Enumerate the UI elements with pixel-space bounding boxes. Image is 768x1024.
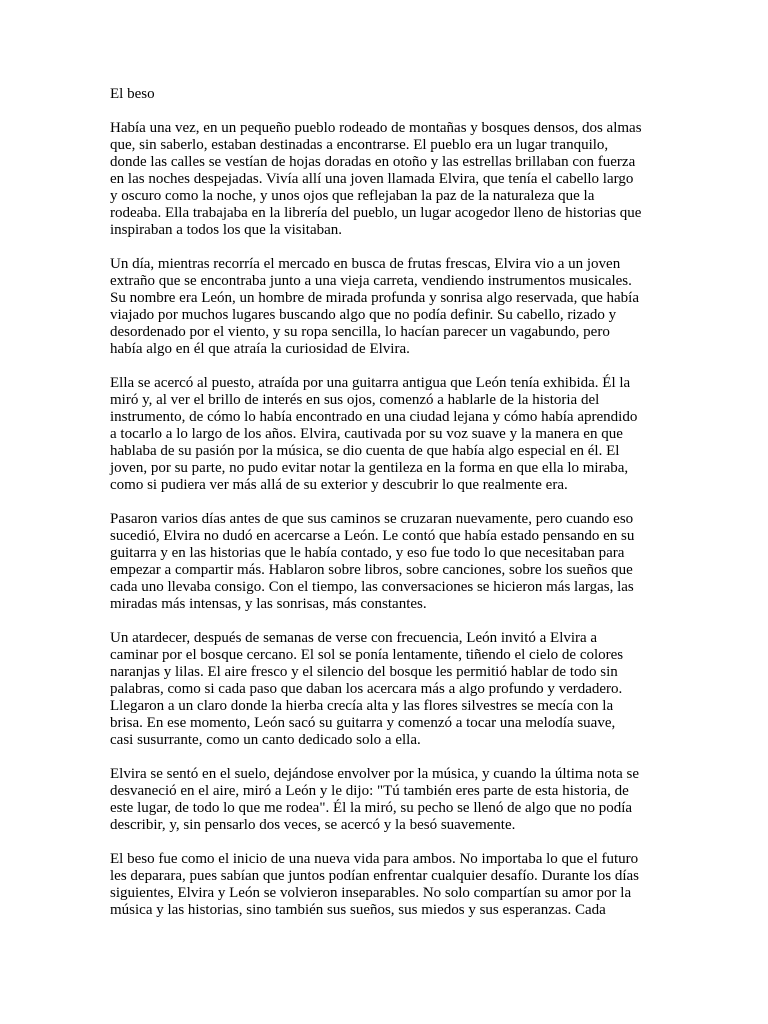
paragraph-6: Elvira se sentó en el suelo, dejándose envolver por la música, y cuando la última nota se desvaneció en el aire, miró a León y le dijo: "Tú también eres parte de esta historia, de este lugar, de todo lo que me rodea". Él la miró, su pecho se llenó de algo que no podía describir, y, sin pensarlo dos veces, se acercó y la besó suavemente. [110,766,640,833]
document-title: El beso [110,86,155,102]
paragraph-4: Pasaron varios días antes de que sus caminos se cruzaran nuevamente, pero cuando eso sucedió, Elvira no dudó en acercarse a León. Le contó que había estado pensando en su guitarra y en las historias que le había contado, y eso fue todo lo que necesitaban para empezar a compartir más. Hablaron sobre libros, sobre canciones, sobre los sueños que cada uno llevaba consigo. Con el tiempo, las conversaciones se hicieron más largas, las miradas más intensas, y las sonrisas, más constantes. [110,511,635,612]
paragraph-1: Había una vez, en un pequeño pueblo rodeado de montañas y bosques densos, dos almas que, sin saberlo, estaban destinadas a encontrarse. El pueblo era un lugar tranquilo, donde las calles se vestían de hojas doradas en otoño y las estrellas brillaban con fuerza en las noches despejadas. Vivía allí una joven llamada Elvira, que tenía el cabello largo y oscuro como la noche, y unos ojos que reflejaban la paz de la naturaleza que la rodeaba. Ella trabajaba en la librería del pueblo, un lugar acogedor lleno de historias que inspiraban a todos los que la visitaban. [110,120,642,238]
paragraph-2: Un día, mientras recorría el mercado en busca de frutas frescas, Elvira vio a un joven extraño que se encontraba junto a una vieja carreta, vendiendo instrumentos musicales. Su nombre era León, un hombre de mirada profunda y sonrisa algo reservada, que había viajado por muchos lugares buscando algo que no podía definir. Su cabello, rizado y desordenado por el viento, y su ropa sencilla, lo hacían parecer un vagabundo, pero había algo en él que atraía la curiosidad de Elvira. [110,256,639,357]
paragraph-5: Un atardecer, después de semanas de verse con frecuencia, León invitó a Elvira a caminar por el bosque cercano. El sol se ponía lentamente, tiñendo el cielo de colores naranjas y lilas. El aire fresco y el silencio del bosque les permitió hablar de todo sin palabras, como si cada paso que daban los acercara más a algo profundo y verdadero. Llegaron a un claro donde la hierba crecía alta y las flores silvestres se mecía con la brisa. En ese momento, León sacó su guitarra y comenzó a tocar una melodía suave, casi susurrante, como un canto dedicado solo a ella. [110,630,624,748]
paragraph-3: Ella se acercó al puesto, atraída por una guitarra antigua que León tenía exhibida. Él la miró y, al ver el brillo de interés en sus ojos, comenzó a hablarle de la historia del instrumento, de cómo lo había encontrado en una ciudad lejana y cómo había aprendido a tocarlo a lo largo de los años. Elvira, cautivada por su voz suave y la manera en que hablaba de su pasión por la música, se dio cuenta de que había algo especial en él. El joven, por su parte, no pudo evitar notar la gentileza en la forma en que ella lo miraba, como si pudiera ver más allá de su exterior y descubrir lo que realmente era. [110,375,638,493]
document-page [110,86,660,936]
paragraph-7: El beso fue como el inicio de una nueva vida para ambos. No importaba lo que el futuro les deparara, pues sabían que juntos podían enfrentar cualquier desafío. Durante los días siguientes, Elvira y León se volvieron inseparables. No solo compartían su amor por la música y las historias, sino también sus sueños, sus miedos y sus esperanzas. Cada [110,851,639,918]
